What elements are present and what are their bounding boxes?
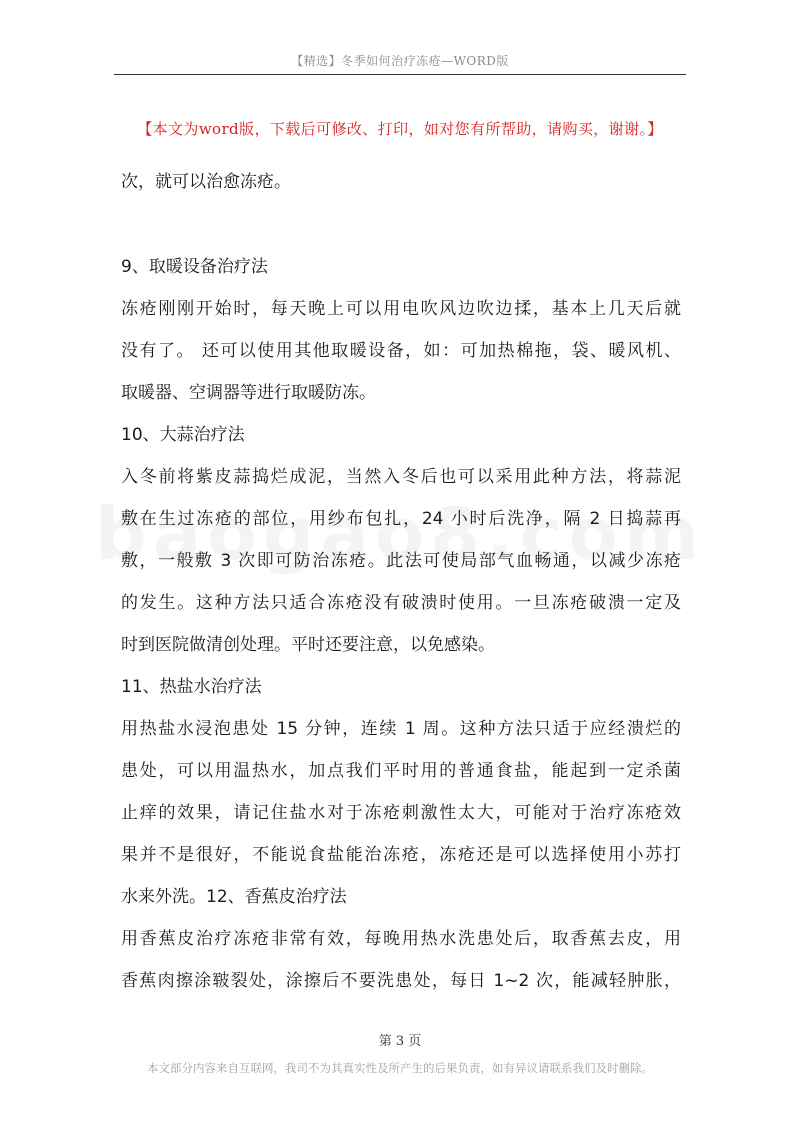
body-line: 水来外洗。12、香蕉皮治疗法 <box>121 887 347 907</box>
purchase-notice: 【本文为word版，下载后可修改、打印，如对您有所帮助，请购买，谢谢。】 <box>137 120 663 138</box>
body-line: 时到医院做清创处理。平时还要注意，以免感染。 <box>121 635 495 655</box>
body-line: 入冬前将紫皮蒜捣烂成泥，当然入冬后也可以采用此种方法，将蒜泥 <box>121 467 681 487</box>
section-heading: 10、大蒜治疗法 <box>121 425 245 445</box>
body-line: 次，就可以治愈冻疮。 <box>121 172 291 192</box>
body-line: 敷，一般敷 3 次即可防治冻疮。此法可使局部气血畅通，以减少冻疮 <box>121 551 681 571</box>
page-header-title: 【精选】冬季如何治疗冻疮—WORD版 <box>291 54 509 68</box>
body-line: 患处，可以用温热水，加点我们平时用的普通食盐，能起到一定杀菌 <box>121 761 681 781</box>
section-heading: 11、热盐水治疗法 <box>121 677 262 697</box>
section-heading: 9、取暖设备治疗法 <box>121 257 268 277</box>
body-line: 止痒的效果，请记住盐水对于冻疮刺激性太大，可能对于治疗冻疮效 <box>121 803 681 823</box>
body-line: 果并不是很好，不能说食盐能治冻疮，冻疮还是可以选择使用小苏打 <box>121 845 681 865</box>
body-line: 用香蕉皮治疗冻疮非常有效，每晚用热水洗患处后，取香蕉去皮，用 <box>121 929 681 949</box>
body-line: 敷在生过冻疮的部位，用纱布包扎，24 小时后洗净，隔 2 日捣蒜再 <box>121 509 681 529</box>
page-number: 第 3 页 <box>378 1034 422 1049</box>
footer-disclaimer: 本文部分内容来自互联网，我司不为其真实性及所产生的后果负责，如有异议请联系我们及时删除。 <box>147 1061 653 1075</box>
body-line: 香蕉肉擦涂皲裂处，涂擦后不要洗患处，每日 1~2 次，能减轻肿胀， <box>121 971 681 991</box>
body-line: 没有了。 还可以使用其他取暖设备，如：可加热棉拖，袋、暖风机、 <box>121 341 681 361</box>
body-line: 用热盐水浸泡患处 15 分钟，连续 1 周。这种方法只适于应经溃烂的 <box>121 719 681 739</box>
header-divider <box>114 74 686 75</box>
body-line: 的发生。这种方法只适合冻疮没有破溃时使用。一旦冻疮破溃一定及 <box>121 593 681 613</box>
body-line: 冻疮刚刚开始时，每天晚上可以用电吹风边吹边揉，基本上几天后就 <box>121 299 681 319</box>
body-line: 取暖器、空调器等进行取暖防冻。 <box>121 383 376 403</box>
